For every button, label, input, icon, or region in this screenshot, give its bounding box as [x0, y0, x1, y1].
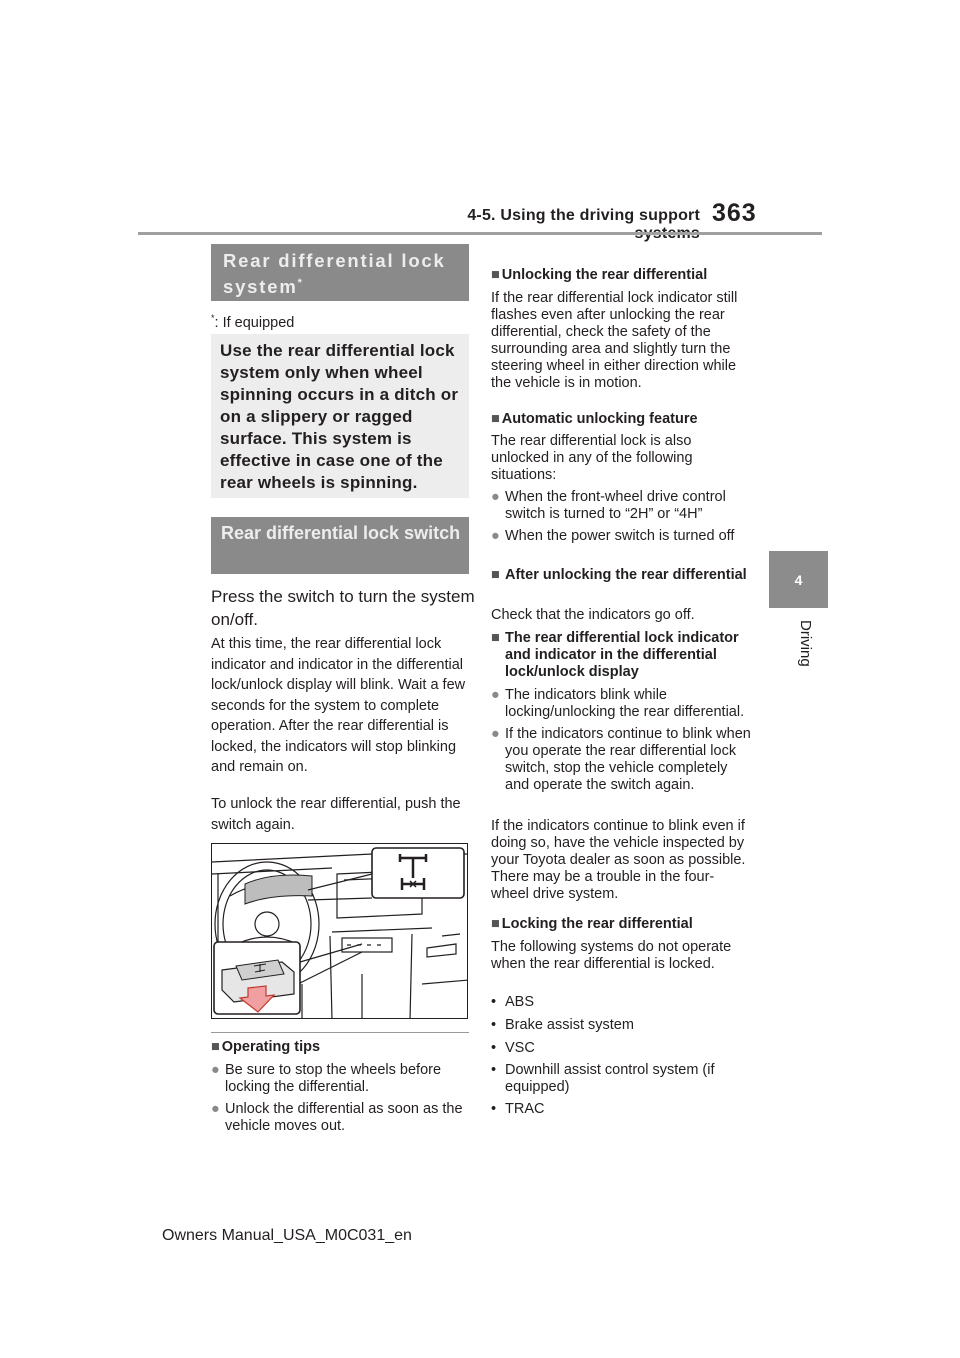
subheading-text: The rear differential lock indicator and indicator in the differential lock/unlock display	[505, 630, 739, 680]
list-item	[491, 528, 751, 545]
round-bullet-icon: ●	[491, 687, 500, 703]
subheading-text: Operating tips	[221, 1039, 321, 1055]
list-item-text: If the indicators continue to blink when you operate the rear differential lock switch, stop the vehicle completely and operate the switch again.	[505, 726, 751, 793]
list-item	[491, 726, 753, 794]
list-marker: •	[491, 1101, 497, 1117]
list-item	[211, 1101, 469, 1135]
round-bullet-icon: ●	[491, 726, 500, 742]
footnote-marker: *	[297, 277, 302, 289]
header-divider	[138, 232, 822, 235]
footnote-text: : If equipped	[214, 314, 295, 331]
square-bullet-icon: ■	[491, 567, 500, 583]
subheading-text: After unlocking the rear differential	[505, 567, 747, 583]
subheading-auto-unlock	[491, 411, 698, 428]
after-unlock-paragraph: Check that the indicators go off.	[491, 607, 695, 623]
section-heading-rear-diff-lock-switch: Rear differential lock switch	[211, 517, 469, 574]
list-marker: •	[491, 1040, 497, 1056]
subheading-locking	[491, 916, 693, 933]
round-bullet-icon: ●	[211, 1101, 220, 1117]
list-item	[491, 489, 751, 523]
footer-manual-id: Owners Manual_USA_M0C031_en	[162, 1227, 412, 1244]
intro-callout: Use the rear differential lock system only when wheel spinning occurs in a ditch or on a slippery or ragged surface. This system is effective in case one of the rear wheels is spinning.	[211, 334, 469, 498]
list-item-text: Brake assist system	[505, 1017, 634, 1033]
list-item-text: TRAC	[505, 1101, 545, 1117]
subheading-after-unlock	[491, 567, 751, 584]
subheading-text: Locking the rear differential	[501, 916, 693, 932]
subheading-unlocking	[491, 267, 707, 284]
chapter-tab-label: Driving	[797, 620, 814, 667]
square-bullet-icon: ■	[491, 411, 500, 427]
auto-unlock-paragraph: The rear differential lock is also unlocked in any of the following situations:	[491, 433, 693, 483]
list-item-text: Downhill assist control system (if equipped)	[505, 1062, 715, 1095]
round-bullet-icon: ●	[491, 489, 500, 505]
subheading-text: Unlocking the rear differential	[501, 267, 708, 283]
list-item	[491, 687, 753, 721]
list-item	[491, 1040, 751, 1057]
list-marker: •	[491, 1062, 497, 1078]
list-marker: •	[491, 994, 497, 1010]
square-bullet-icon: ■	[491, 916, 500, 932]
footnote	[211, 313, 294, 331]
footnote-mark: *	[211, 313, 215, 323]
subheading-operating-tips	[211, 1039, 320, 1056]
subheading-indicator-display	[491, 630, 753, 681]
list-marker: •	[491, 1017, 497, 1033]
list-item-text: The indicators blink while locking/unlocking the rear differential.	[505, 687, 745, 720]
indicator-paragraph-dealer: If the indicators continue to blink even if doing so, have the vehicle inspected by your Toyota dealer as soon as possible. There may be a trouble in the four-wheel drive system.	[491, 818, 746, 902]
indicator-paragraph: At this time, the rear differential lock indicator and indicator in the differential lock/unlock display will blink. Wait a few seconds for the system to complete operation. After the rear differential is locked, the indicators will stop blinking and remain on.	[211, 636, 466, 775]
rear-diff-lock-switch-illustration	[211, 843, 468, 1019]
unlock-paragraph: To unlock the rear differential, push the switch again.	[211, 796, 461, 833]
list-item	[211, 1062, 469, 1096]
page-number: 363	[712, 199, 757, 227]
section-heading-text: Rear differential lock system	[223, 250, 446, 298]
list-item-text: ABS	[505, 994, 535, 1010]
list-item-text: When the front-wheel drive control switch is turned to “2H” or “4H”	[505, 489, 726, 522]
dashboard-illustration	[212, 844, 468, 1019]
list-item	[491, 1062, 751, 1096]
list-item-text: Unlock the differential as soon as the vehicle moves out.	[225, 1101, 463, 1134]
switch-instruction: Press the switch to turn the system on/off.	[211, 587, 475, 629]
round-bullet-icon: ●	[211, 1062, 220, 1078]
square-bullet-icon: ■	[491, 267, 500, 283]
unlocking-paragraph: If the rear differential lock indicator still flashes even after unlocking the rear differential, check the safety of the surrounding area and slightly turn the steering wheel in either direction while the vehicle is in motion.	[491, 290, 738, 391]
square-bullet-icon: ■	[491, 630, 500, 646]
chapter-tab-number: 4	[769, 551, 828, 608]
list-item-text: Be sure to stop the wheels before locking the differential.	[225, 1062, 442, 1095]
round-bullet-icon: ●	[491, 528, 500, 544]
running-header-section-title: 4-5. Using the driving support	[467, 207, 700, 224]
section-heading-rear-diff-lock-system	[211, 244, 469, 301]
square-bullet-icon: ■	[211, 1039, 220, 1055]
list-item-text: When the power switch is turned off	[505, 528, 735, 544]
list-item-text: VSC	[505, 1040, 535, 1056]
figure-divider	[211, 1032, 469, 1033]
locking-paragraph: The following systems do not operate when the rear differential is locked.	[491, 939, 732, 972]
list-item	[491, 1017, 751, 1034]
list-item	[491, 994, 751, 1011]
subheading-text: Automatic unlocking feature	[501, 411, 698, 427]
list-item	[491, 1101, 751, 1118]
